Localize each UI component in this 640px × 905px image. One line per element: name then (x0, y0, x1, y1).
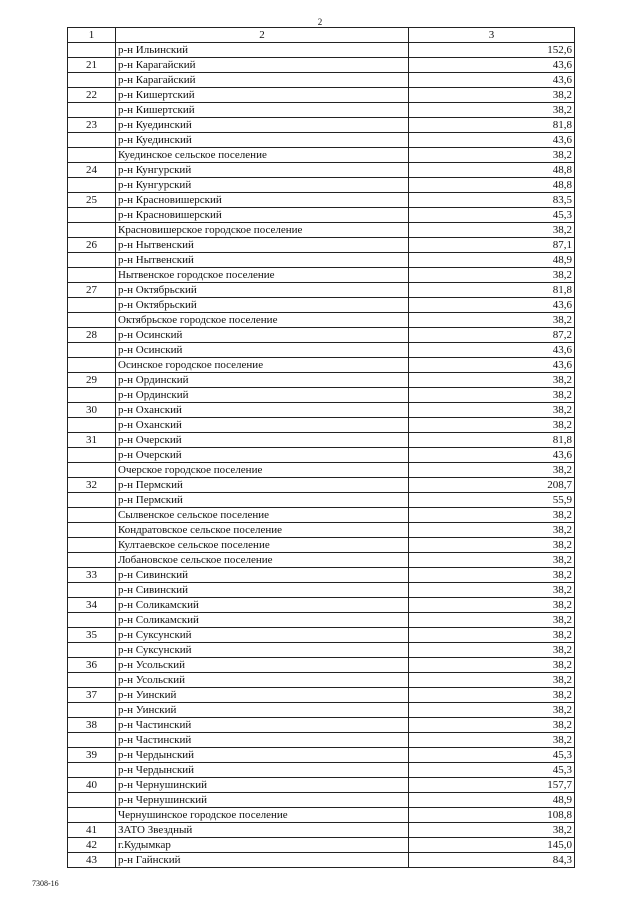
row-number-cell (68, 463, 116, 478)
table-row (68, 328, 575, 343)
amount-cell: 48,9 (409, 793, 575, 808)
page-number: 2 (317, 17, 323, 27)
amount-cell: 38,2 (409, 733, 575, 748)
municipality-name-cell: р-н Пермский (116, 493, 409, 508)
municipality-name-cell: р-н Очерский (116, 448, 409, 463)
row-number-cell: 43 (68, 853, 116, 868)
municipality-name-cell: р-н Сивинский (116, 568, 409, 583)
row-number-cell (68, 208, 116, 223)
municipality-name-cell: р-н Соликамский (116, 598, 409, 613)
table-row (68, 103, 575, 118)
table-row (68, 463, 575, 478)
amount-cell: 38,2 (409, 268, 575, 283)
amount-cell: 81,8 (409, 118, 575, 133)
row-number-cell: 38 (68, 718, 116, 733)
table-row (68, 763, 575, 778)
amount-cell: 83,5 (409, 193, 575, 208)
amount-cell: 55,9 (409, 493, 575, 508)
amount-cell: 38,2 (409, 313, 575, 328)
table-row (68, 43, 575, 58)
table-row (68, 643, 575, 658)
row-number-cell (68, 703, 116, 718)
municipality-name-cell: Лобановское сельское поселение (116, 553, 409, 568)
row-number-cell: 30 (68, 403, 116, 418)
municipality-name-cell: р-н Ильинский (116, 43, 409, 58)
municipality-name-cell: р-н Красновишерский (116, 193, 409, 208)
table-row (68, 733, 575, 748)
municipality-name-cell: р-н Суксунский (116, 628, 409, 643)
table-row (68, 148, 575, 163)
municipality-name-cell: Чернушинское городское поселение (116, 808, 409, 823)
table-row (68, 388, 575, 403)
municipality-name-cell: р-н Уинский (116, 703, 409, 718)
amount-cell: 87,1 (409, 238, 575, 253)
amount-cell: 38,2 (409, 553, 575, 568)
amount-cell: 43,6 (409, 58, 575, 73)
amount-cell: 38,2 (409, 388, 575, 403)
column-header-1: 1 (68, 28, 116, 43)
table-row (68, 508, 575, 523)
allocation-table (67, 27, 575, 868)
table-row (68, 118, 575, 133)
row-number-cell: 35 (68, 628, 116, 643)
row-number-cell: 22 (68, 88, 116, 103)
table-row (68, 88, 575, 103)
municipality-name-cell: Сылвенское сельское поселение (116, 508, 409, 523)
row-number-cell (68, 223, 116, 238)
row-number-cell (68, 613, 116, 628)
amount-cell: 38,2 (409, 223, 575, 238)
amount-cell: 43,6 (409, 343, 575, 358)
row-number-cell (68, 733, 116, 748)
municipality-name-cell: р-н Кунгурский (116, 163, 409, 178)
row-number-cell: 27 (68, 283, 116, 298)
amount-cell: 81,8 (409, 433, 575, 448)
municipality-name-cell: р-н Суксунский (116, 643, 409, 658)
amount-cell: 84,3 (409, 853, 575, 868)
amount-cell: 38,2 (409, 613, 575, 628)
table-row (68, 448, 575, 463)
amount-cell: 38,2 (409, 148, 575, 163)
row-number-cell: 40 (68, 778, 116, 793)
amount-cell: 38,2 (409, 403, 575, 418)
table-header-row (68, 28, 575, 43)
municipality-name-cell: Красновишерское городское поселение (116, 223, 409, 238)
row-number-cell: 31 (68, 433, 116, 448)
table-row (68, 208, 575, 223)
amount-cell: 48,8 (409, 163, 575, 178)
row-number-cell (68, 298, 116, 313)
table-row (68, 808, 575, 823)
municipality-name-cell: р-н Чернушинский (116, 778, 409, 793)
table-row (68, 403, 575, 418)
amount-cell: 81,8 (409, 283, 575, 298)
row-number-cell: 36 (68, 658, 116, 673)
row-number-cell (68, 313, 116, 328)
table-row (68, 718, 575, 733)
row-number-cell: 23 (68, 118, 116, 133)
amount-cell: 38,2 (409, 373, 575, 388)
table-row (68, 133, 575, 148)
row-number-cell: 25 (68, 193, 116, 208)
municipality-name-cell: р-н Оханский (116, 403, 409, 418)
table-row (68, 658, 575, 673)
municipality-name-cell: р-н Куединский (116, 118, 409, 133)
row-number-cell: 33 (68, 568, 116, 583)
table-row (68, 778, 575, 793)
amount-cell: 38,2 (409, 583, 575, 598)
municipality-name-cell: р-н Пермский (116, 478, 409, 493)
row-number-cell: 37 (68, 688, 116, 703)
table-row (68, 598, 575, 613)
row-number-cell (68, 148, 116, 163)
municipality-name-cell: Култаевское сельское поселение (116, 538, 409, 553)
row-number-cell: 28 (68, 328, 116, 343)
municipality-name-cell: р-н Частинский (116, 718, 409, 733)
row-number-cell: 42 (68, 838, 116, 853)
municipality-name-cell: р-н Ординский (116, 388, 409, 403)
row-number-cell (68, 793, 116, 808)
municipality-name-cell: р-н Сивинский (116, 583, 409, 598)
municipality-name-cell: р-н Частинский (116, 733, 409, 748)
row-number-cell (68, 73, 116, 88)
amount-cell: 48,9 (409, 253, 575, 268)
table-row (68, 178, 575, 193)
table-row (68, 418, 575, 433)
table-row (68, 493, 575, 508)
municipality-name-cell: р-н Оханский (116, 418, 409, 433)
table-row (68, 58, 575, 73)
municipality-name-cell: Нытвенское городское поселение (116, 268, 409, 283)
amount-cell: 38,2 (409, 628, 575, 643)
amount-cell: 38,2 (409, 568, 575, 583)
table-row (68, 673, 575, 688)
table-row (68, 298, 575, 313)
amount-cell: 38,2 (409, 538, 575, 553)
table-row (68, 193, 575, 208)
table-row (68, 163, 575, 178)
municipality-name-cell: р-н Октябрьский (116, 283, 409, 298)
municipality-name-cell: р-н Нытвенский (116, 238, 409, 253)
amount-cell: 108,8 (409, 808, 575, 823)
row-number-cell (68, 493, 116, 508)
row-number-cell (68, 178, 116, 193)
amount-cell: 87,2 (409, 328, 575, 343)
column-header-2: 2 (116, 28, 409, 43)
amount-cell: 38,2 (409, 643, 575, 658)
municipality-name-cell: р-н Усольский (116, 673, 409, 688)
table-body (68, 28, 575, 868)
municipality-name-cell: р-н Карагайский (116, 73, 409, 88)
municipality-name-cell: р-н Кишертский (116, 103, 409, 118)
municipality-name-cell: р-н Соликамский (116, 613, 409, 628)
table-row (68, 253, 575, 268)
table-row (68, 523, 575, 538)
table-row (68, 568, 575, 583)
table-row (68, 583, 575, 598)
amount-cell: 157,7 (409, 778, 575, 793)
row-number-cell: 26 (68, 238, 116, 253)
amount-cell: 38,2 (409, 718, 575, 733)
amount-cell: 38,2 (409, 103, 575, 118)
municipality-name-cell: р-н Усольский (116, 658, 409, 673)
row-number-cell (68, 343, 116, 358)
amount-cell: 38,2 (409, 688, 575, 703)
document-code: 7308-16 (32, 879, 59, 888)
municipality-name-cell: р-н Уинский (116, 688, 409, 703)
amount-cell: 38,2 (409, 598, 575, 613)
municipality-name-cell: р-н Ординский (116, 373, 409, 388)
table-row (68, 223, 575, 238)
amount-cell: 38,2 (409, 523, 575, 538)
municipality-name-cell: Осинское городское поселение (116, 358, 409, 373)
table-row (68, 613, 575, 628)
municipality-name-cell: ЗАТО Звездный (116, 823, 409, 838)
municipality-name-cell: р-н Нытвенский (116, 253, 409, 268)
row-number-cell: 29 (68, 373, 116, 388)
amount-cell: 45,3 (409, 208, 575, 223)
row-number-cell (68, 388, 116, 403)
amount-cell: 43,6 (409, 133, 575, 148)
table-row (68, 688, 575, 703)
table-row (68, 823, 575, 838)
row-number-cell (68, 133, 116, 148)
table-row (68, 283, 575, 298)
row-number-cell (68, 418, 116, 433)
row-number-cell (68, 358, 116, 373)
table-row (68, 433, 575, 448)
table-row (68, 73, 575, 88)
amount-cell: 45,3 (409, 763, 575, 778)
row-number-cell (68, 253, 116, 268)
municipality-name-cell: р-н Карагайский (116, 58, 409, 73)
municipality-name-cell: р-н Кишертский (116, 88, 409, 103)
row-number-cell (68, 763, 116, 778)
amount-cell: 152,6 (409, 43, 575, 58)
amount-cell: 38,2 (409, 658, 575, 673)
municipality-name-cell: Кондратовское сельское поселение (116, 523, 409, 538)
amount-cell: 48,8 (409, 178, 575, 193)
table-row (68, 238, 575, 253)
column-header-3: 3 (409, 28, 575, 43)
amount-cell: 43,6 (409, 448, 575, 463)
row-number-cell (68, 448, 116, 463)
municipality-name-cell: р-н Красновишерский (116, 208, 409, 223)
table-row (68, 313, 575, 328)
municipality-name-cell: р-н Осинский (116, 328, 409, 343)
table-row (68, 478, 575, 493)
row-number-cell (68, 643, 116, 658)
amount-cell: 38,2 (409, 823, 575, 838)
row-number-cell (68, 553, 116, 568)
row-number-cell (68, 508, 116, 523)
table-row (68, 553, 575, 568)
table-row (68, 358, 575, 373)
municipality-name-cell: р-н Октябрьский (116, 298, 409, 313)
row-number-cell: 24 (68, 163, 116, 178)
amount-cell: 43,6 (409, 73, 575, 88)
amount-cell: 38,2 (409, 703, 575, 718)
row-number-cell: 41 (68, 823, 116, 838)
municipality-name-cell: р-н Очерский (116, 433, 409, 448)
table-row (68, 628, 575, 643)
table-row (68, 838, 575, 853)
row-number-cell (68, 538, 116, 553)
table-row (68, 748, 575, 763)
row-number-cell: 32 (68, 478, 116, 493)
row-number-cell (68, 268, 116, 283)
row-number-cell: 39 (68, 748, 116, 763)
amount-cell: 38,2 (409, 418, 575, 433)
municipality-name-cell: р-н Чернушинский (116, 793, 409, 808)
amount-cell: 38,2 (409, 508, 575, 523)
municipality-name-cell: Октябрьское городское поселение (116, 313, 409, 328)
table-row (68, 703, 575, 718)
municipality-name-cell: р-н Чердынский (116, 763, 409, 778)
table-row (68, 343, 575, 358)
municipality-name-cell: р-н Осинский (116, 343, 409, 358)
amount-cell: 38,2 (409, 88, 575, 103)
row-number-cell (68, 583, 116, 598)
amount-cell: 38,2 (409, 463, 575, 478)
row-number-cell (68, 103, 116, 118)
table-row (68, 538, 575, 553)
row-number-cell (68, 673, 116, 688)
amount-cell: 38,2 (409, 673, 575, 688)
amount-cell: 45,3 (409, 748, 575, 763)
row-number-cell: 34 (68, 598, 116, 613)
table-row (68, 373, 575, 388)
municipality-name-cell: Очерское городское поселение (116, 463, 409, 478)
amount-cell: 145,0 (409, 838, 575, 853)
amount-cell: 43,6 (409, 358, 575, 373)
municipality-name-cell: р-н Гайнский (116, 853, 409, 868)
amount-cell: 208,7 (409, 478, 575, 493)
row-number-cell (68, 808, 116, 823)
municipality-name-cell: р-н Кунгурский (116, 178, 409, 193)
municipality-name-cell: г.Кудымкар (116, 838, 409, 853)
table-row (68, 268, 575, 283)
amount-cell: 43,6 (409, 298, 575, 313)
table-row (68, 853, 575, 868)
municipality-name-cell: Куединское сельское поселение (116, 148, 409, 163)
municipality-name-cell: р-н Чердынский (116, 748, 409, 763)
row-number-cell (68, 523, 116, 538)
row-number-cell (68, 43, 116, 58)
table-row (68, 793, 575, 808)
municipality-name-cell: р-н Куединский (116, 133, 409, 148)
row-number-cell: 21 (68, 58, 116, 73)
